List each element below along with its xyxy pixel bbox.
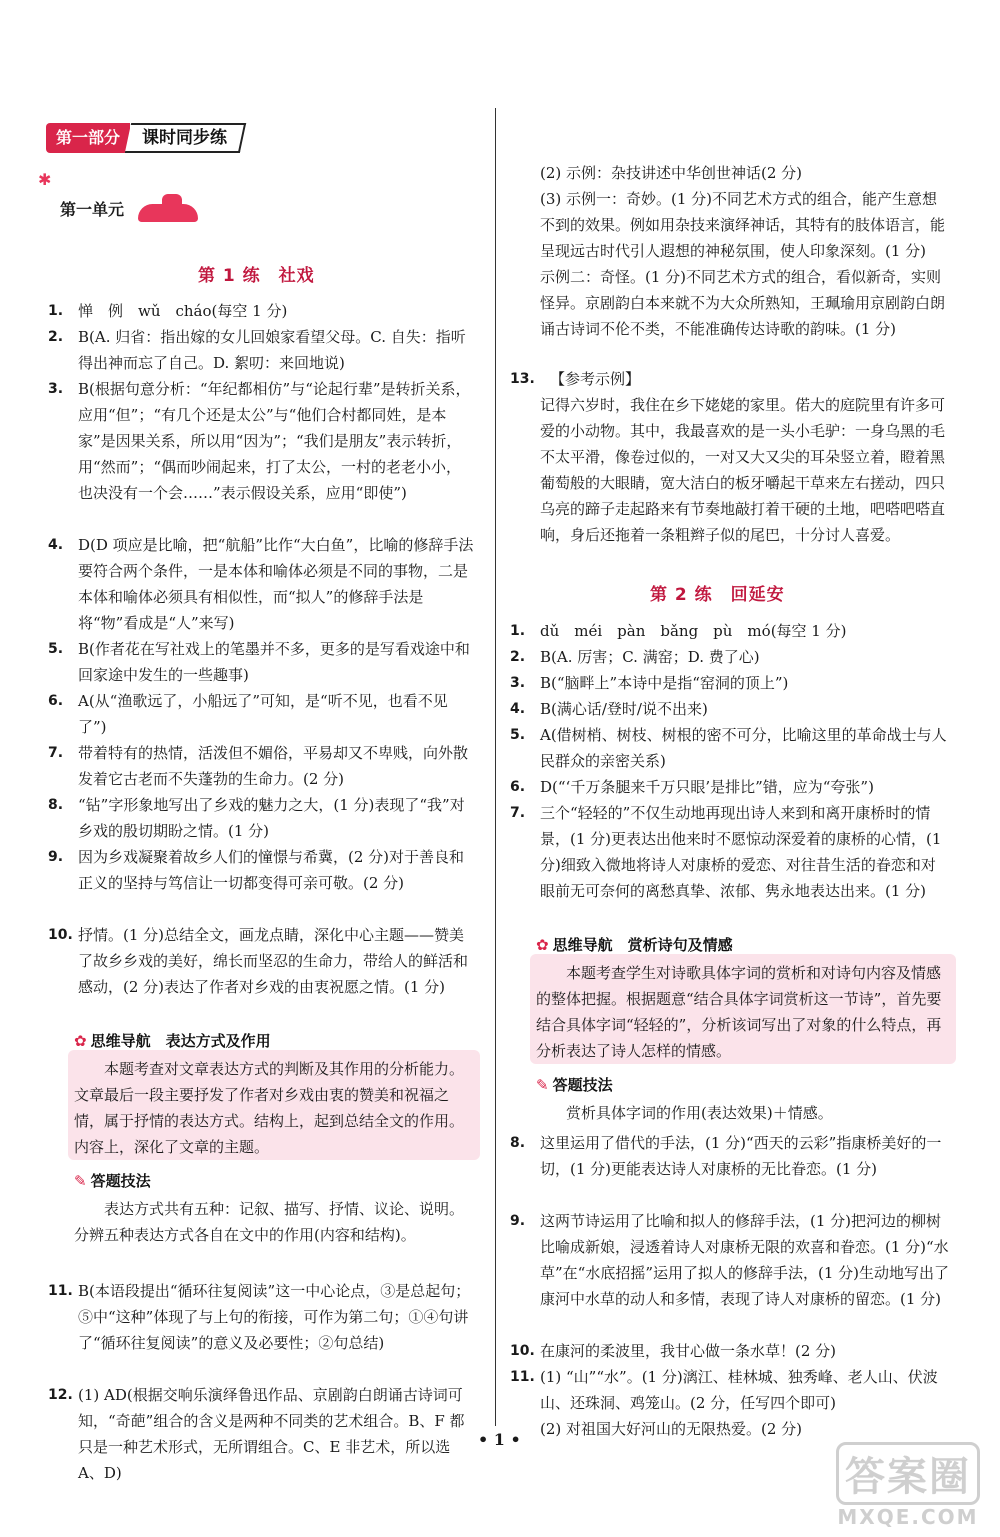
answer-number: 3.: [48, 381, 64, 397]
answer-item: [48, 792, 474, 844]
answer-item: [510, 1416, 950, 1442]
answer-number: 10.: [48, 927, 73, 943]
answer-text: B(A. 归省：指出嫁的女儿回娘家看望父母。C. 自失：指听得出神而忘了自己。D. 絮叨：来回地说): [78, 328, 466, 372]
hat-icon: [132, 190, 202, 226]
answer-item: [510, 800, 950, 904]
answer-text: B(“脑畔上”本诗中是指“窑洞的顶上”): [540, 674, 789, 692]
answer-item: [510, 670, 950, 696]
tip-body: 本题考查对文章表达方式的判断及其作用的分析能力。文章最后一段主要抒发了作者对乡戏由衷的赞美和祝福之情，属于抒情的表达方式。结构上，起到总结全文的作用。内容上，深化了文章的主题。: [74, 1060, 465, 1156]
answer-item: [48, 298, 474, 324]
answer-text: 惮 例 wǔ cháo(每空 1 分): [78, 302, 288, 320]
answer-item: [510, 722, 950, 774]
answer-text: 带着特有的热情，活泼但不媚俗，平易却又不卑贱，向外散发着它古老而不失蓬勃的生命力。(2 分): [78, 744, 469, 788]
answer-item: [48, 636, 474, 688]
answer-number: 9.: [48, 849, 64, 865]
answer-text: (2) 对祖国大好河山的无限热爱。(2 分): [540, 1420, 803, 1438]
answer-text: 这里运用了借代的手法，(1 分)“西天的云彩”指康桥美好的一切，(1 分)更能表达诗人对康桥的无比眷恋。(1 分): [540, 1134, 942, 1178]
answer-number: 5.: [510, 727, 526, 743]
page-number: • 1 •: [478, 1430, 521, 1449]
answer-text: B(本语段提出“循环往复阅读”这一中心论点，③是总起句；⑤中“这种”体现了与上句的衔接，可作为第二句；①④句讲了“循环往复阅读”的意义及必要性；②句总结): [78, 1282, 471, 1352]
answer-text: (3) 示例一：奇妙。(1 分)不同艺术方式的组合，能产生意想不到的效果。例如用杂技来演绎神话，其特有的肢体语言，能呈现远古时代引人遐想的神秘氛围，使人印象深刻。(1 分) 示例二：奇怪。(1 分)不同艺术方式的组合，看似新奇，实则怪异。京剧韵白本来就不为大众所熟知，王珮瑜用京剧韵白朗诵古诗词不伦不类，不能准确传达诗歌的韵味。(1 分): [540, 190, 946, 338]
answer-item: [510, 186, 950, 342]
answer-item: [48, 740, 474, 792]
answer-item: [48, 1278, 474, 1356]
answer-item: [48, 324, 474, 376]
tip-body: 赏析具体字词的作用(表达效果)＋情感。: [566, 1104, 833, 1122]
brush-icon: ✎: [74, 1172, 87, 1190]
answer-item: [48, 376, 474, 506]
banner-part-label: 第一部分: [46, 123, 130, 153]
answer-text: D(D 项应是比喻，把“航船”比作“大白鱼”，比喻的修辞手法要符合两个条件，一是本体和喻体必须是不同的事物，二是本体和喻体必须具有相似性，而“拟人”的修辞手法是将“物”看成是“人”来写): [78, 536, 474, 632]
answer-number: 11.: [510, 1369, 535, 1385]
flower-icon: ✿: [74, 1032, 87, 1050]
answer-item: [510, 1364, 950, 1416]
answer-text: 在康河的柔波里，我甘心做一条水草！(2 分): [540, 1342, 837, 1360]
lesson1-title: 第 1 练 社戏: [198, 266, 315, 286]
answer-number: 4.: [48, 537, 64, 553]
answer-item: [510, 160, 950, 186]
answer-text: 三个“轻轻的”不仅生动地再现出诗人来到和离开康桥时的情景，(1 分)更表达出他来时不愿惊动深爱着的康桥的心情，(1 分)细致入微地将诗人对康桥的爱恋、对往昔生活的眷恋和对眼前无可奈何的离愁真挚、浓郁、隽永地表达出来。(1 分): [540, 804, 942, 900]
tip-heading-text: 答题技法: [90, 1172, 151, 1190]
banner-title-text: 课时同步练: [142, 128, 228, 148]
answer-text: B(作者花在写社戏上的笔墨并不多，更多的是写看戏途中和回家途中发生的一些趣事): [78, 640, 470, 684]
answer-text: (1) AD(根据交响乐演绎鲁迅作品、京剧韵白朗诵古诗词可知，“奇葩”组合的含义是两种不同类的艺术组合。B、F 都只是一种艺术形式，无所谓组合。C、E 非艺术，所以选 A、D): [78, 1386, 465, 1482]
answer-text: A(借树梢、树枝、树根的密不可分，比喻这里的革命战士与人民群众的亲密关系): [540, 726, 947, 770]
answer-number: 6.: [510, 779, 526, 795]
answer-number: 8.: [510, 1135, 526, 1151]
answer-number: 5.: [48, 641, 64, 657]
answer-item: [510, 644, 950, 670]
watermark-text: 答案圈: [836, 1442, 980, 1505]
answer-text: “钻”字形象地写出了乡戏的魅力之大，(1 分)表现了“我”对乡戏的殷切期盼之情。(1 分): [78, 796, 465, 840]
section-banner: [46, 123, 243, 153]
tip-heading-text: 思维导航 赏析诗句及情感: [552, 936, 733, 954]
tip-heading-text: 答题技法: [552, 1076, 613, 1094]
answer-item: [48, 844, 474, 896]
tip-heading-text: 思维导航 表达方式及作用: [90, 1032, 271, 1050]
tip-body: 本题考查学生对诗歌具体字词的赏析和对诗句内容及情感的整体把握。根据题意“结合具体字词赏析这一节诗”，首先要结合具体字词“轻轻的”，分析该词写出了对象的什么特点，再分析表达了诗人怎样的情感。: [536, 964, 942, 1060]
column-divider: [495, 108, 496, 1426]
answer-text: 这两节诗运用了比喻和拟人的修辞手法，(1 分)把河边的柳树比喻成新娘，浸透着诗人对康桥无限的欢喜和眷恋。(1 分)“水草”在“水底招摇”运用了拟人的修辞手法，(1 分)生动地写出了康河中水草的动人和多情，表现了诗人对康桥的留恋。(1 分): [540, 1212, 950, 1308]
answer-number: 11.: [48, 1283, 73, 1299]
tip-body: 表达方式共有五种：记叙、描写、抒情、议论、说明。分辨五种表达方式各自在文中的作用(内容和结构)。: [74, 1200, 465, 1244]
answer-number: 1.: [48, 303, 64, 319]
answer-number: 7.: [510, 805, 526, 821]
unit-title: 第一单元: [60, 199, 125, 219]
tip-heading: [536, 934, 733, 955]
answer-text: (1) “山”“水”。(1 分)漓江、桂林城、独秀峰、老人山、伏波山、还珠洞、鸡笼山。(2 分，任写四个即可): [540, 1368, 938, 1412]
answer-text: B(A. 厉害；C. 满窑；D. 费了心): [540, 648, 760, 666]
sparkle-icon: ✱: [38, 170, 52, 189]
flower-icon: ✿: [536, 936, 549, 954]
answer-item: [510, 774, 950, 800]
answer-text: B(根据句意分析：“年纪都相仿”与“论起行辈”是转折关系，应用“但”；“有几个还是太公”与“他们合村都同姓，是本家”是因果关系，所以用“因为”；“我们是朋友”表示转折，用“然而”；“偶而吵闹起来，打了太公，一村的老老小小，也决没有一个会……”表示假设关系，应用“即使”): [78, 380, 471, 502]
answer-text: B(满心话/登时/说不出来): [540, 700, 708, 718]
answer-text: (2) 示例：杂技讲述中华创世神话(2 分): [540, 164, 803, 182]
answer-number: 7.: [48, 745, 64, 761]
answer-text: 因为乡戏凝聚着故乡人们的憧憬与希冀，(2 分)对于善良和正义的坚持与笃信让一切都变得可亲可敬。(2 分): [78, 848, 465, 892]
answer-number: 6.: [48, 693, 64, 709]
answer-number: 1.: [510, 623, 526, 639]
answer-number: 2.: [510, 649, 526, 665]
answer-item: [510, 1130, 950, 1182]
tip-heading: [74, 1030, 271, 1051]
answer-number: 12.: [48, 1387, 73, 1403]
answer-item: [510, 1338, 950, 1364]
answer-item: [48, 688, 474, 740]
banner-title: [125, 123, 246, 153]
answer-number: 4.: [510, 701, 526, 717]
tip-heading: [536, 1074, 613, 1095]
brush-icon: ✎: [536, 1076, 549, 1094]
lesson2-title: 第 2 练 回延安: [650, 585, 785, 605]
answer-text: D(“‘千万条腿来千万只眼’是排比”错，应为“夸张”): [540, 778, 874, 796]
answer-item: [48, 532, 474, 636]
watermark-logo: [836, 1442, 980, 1529]
answer-text: dǔ méi pàn bǎng pù mó(每空 1 分): [540, 622, 847, 640]
answer-number: 3.: [510, 675, 526, 691]
tip-heading: [74, 1170, 151, 1191]
unit-heading: [60, 190, 202, 226]
answer-item: [510, 366, 950, 392]
answer-number: 9.: [510, 1213, 526, 1229]
watermark-url: MXQE.COM: [837, 1505, 979, 1529]
answer-item: [510, 696, 950, 722]
answer-number: 10.: [510, 1343, 535, 1359]
answer-text: A(从“渔歌远了，小船远了”可知，是“听不见，也看不见了”): [78, 692, 448, 736]
answer-item: [48, 1382, 474, 1486]
answer-text: 【参考示例】: [550, 370, 641, 388]
answer-item: [510, 392, 950, 548]
answer-item: [510, 618, 950, 644]
answer-text: 抒情。(1 分)总结全文，画龙点睛，深化中心主题——赞美了故乡乡戏的美好，绵长而坚忍的生命力，带给人的鲜活和感动，(2 分)表达了作者对乡戏的由衷祝愿之情。(1 分): [78, 926, 469, 996]
answer-number: 2.: [48, 329, 64, 345]
answer-text: 记得六岁时，我住在乡下姥姥的家里。偌大的庭院里有许多可爱的小动物。其中，我最喜欢的是一头小毛驴：一身乌黑的毛不太平滑，像卷过似的，一对又大又尖的耳朵竖立着，瞪着黑葡萄般的大眼睛，宽大洁白的板牙嚼起干草来左右搓动，四只乌亮的蹄子走起路来有节奏地敲打着干硬的土地，吧嗒吧嗒直响，身后还拖着一条粗辫子似的尾巴，十分讨人喜爱。: [540, 396, 946, 544]
answer-number: 13.: [510, 371, 535, 387]
answer-item: [48, 922, 474, 1000]
answer-item: [510, 1208, 950, 1312]
answer-number: 8.: [48, 797, 64, 813]
